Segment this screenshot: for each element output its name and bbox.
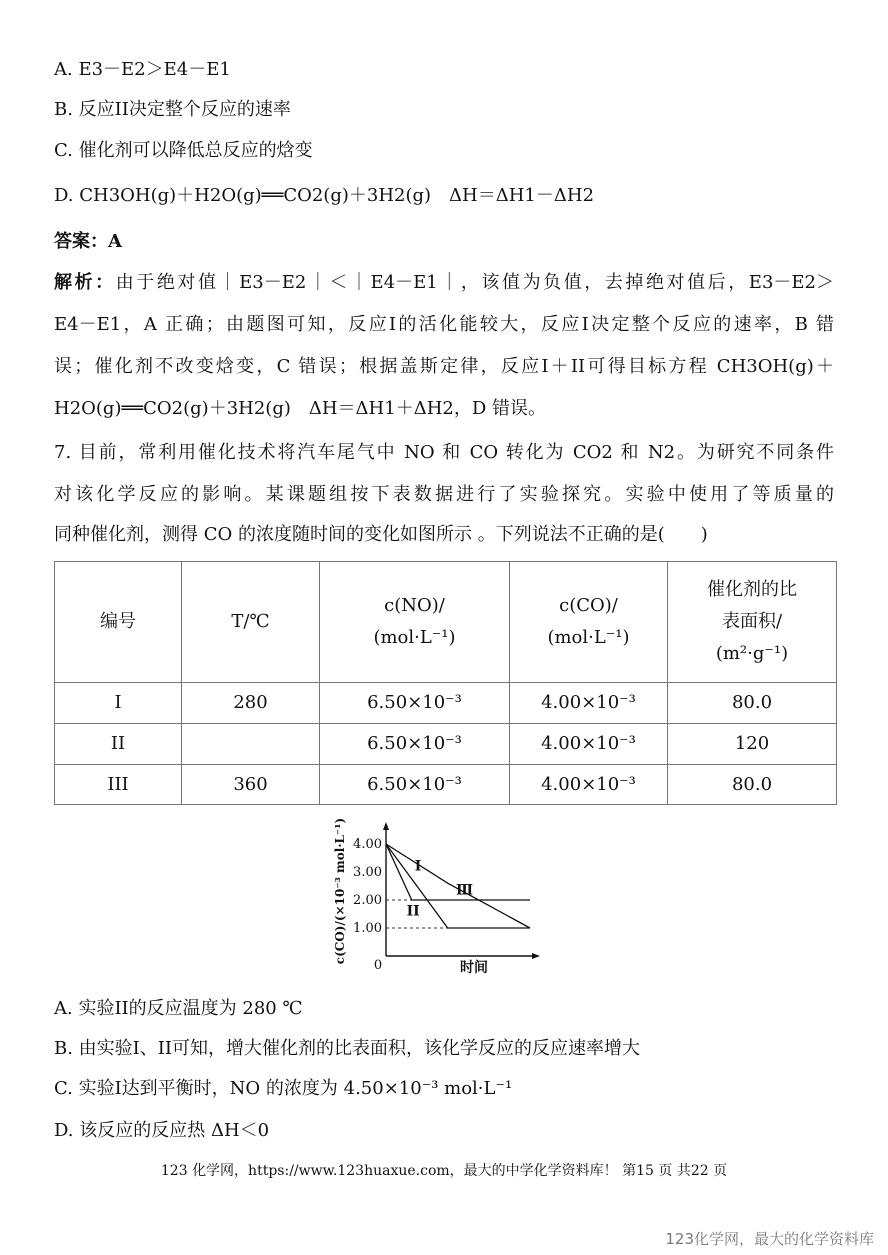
option-prev-c: C. 催化剂可以降低总反应的焓变 <box>54 140 313 161</box>
y-tick-label: 3.00 <box>353 865 382 880</box>
y-tick-label: 2.00 <box>353 893 382 908</box>
analysis-label: 解析： <box>54 272 116 293</box>
table-row <box>55 683 837 724</box>
analysis-line-1 <box>54 270 834 296</box>
question-line-3: 同种催化剂，测得 CO 的浓度随时间的变化如图所示 。下列说法不正确的是( ) <box>54 524 708 545</box>
analysis-line-2: E4－E1，A 正确；由题图可知，反应I的活化能较大，反应I决定整个反应的速率，B 错 <box>54 314 834 335</box>
x-axis-arrow <box>532 953 540 959</box>
table-header-temp: T/℃ <box>182 562 320 683</box>
analysis-line-4: H2O(g)══CO2(g)＋3H2(g) ΔH＝ΔH1＋ΔH2，D 错误。 <box>54 398 547 419</box>
y-axis-label: c(CO)/(×10⁻³ mol·L⁻¹) <box>333 817 347 965</box>
x-axis-label: 时间 <box>460 960 488 976</box>
page-footer: 123 化学网，https://www.123huaxue.com，最大的中学化学资料库！ 第15 页 共22 页 <box>160 1163 728 1179</box>
table-row <box>55 724 837 765</box>
table-cell: 360 <box>182 765 320 805</box>
option-d: D. 该反应的反应热 ΔH＜0 <box>54 1120 270 1141</box>
table-header-co: c(CO)/ (mol·L⁻¹) <box>510 562 668 683</box>
option-prev-a: A. E3－E2＞E4－E1 <box>54 59 231 80</box>
experiment-table <box>54 561 837 805</box>
series-label-I: I <box>414 858 422 875</box>
answer-label: 答案： <box>54 231 108 252</box>
table-cell: I <box>55 683 182 724</box>
option-a: A. 实验II的反应温度为 280 ℃ <box>54 998 303 1019</box>
table-cell: III <box>55 765 182 805</box>
table-cell: 6.50×10⁻³ <box>320 765 510 805</box>
watermark: 123化学网，最大的化学资料库 <box>665 1230 874 1248</box>
table-cell: 6.50×10⁻³ <box>320 683 510 724</box>
option-b: B. 由实验I、II可知，增大催化剂的比表面积，该化学反应的反应速率增大 <box>54 1038 640 1059</box>
table-header-area: 催化剂的比 表面积/ (m²·g⁻¹) <box>668 562 837 683</box>
option-prev-b: B. 反应II决定整个反应的速率 <box>54 99 291 120</box>
table-header-no: c(NO)/ (mol·L⁻¹) <box>320 562 510 683</box>
analysis-line-3: 误；催化剂不改变焓变，C 错误；根据盖斯定律，反应I＋II可得目标方程 CH3OH(g)＋ <box>54 356 834 377</box>
table-cell: II <box>55 724 182 765</box>
table-cell: 4.00×10⁻³ <box>510 683 668 724</box>
answer-line <box>54 229 122 255</box>
co-concentration-chart <box>322 806 552 986</box>
series-label-III: Ⅲ <box>455 882 474 899</box>
table-cell: 120 <box>668 724 837 765</box>
origin-label: 0 <box>373 958 383 973</box>
table-cell: 4.00×10⁻³ <box>510 765 668 805</box>
table-row <box>55 765 837 805</box>
y-tick-label: 4.00 <box>353 837 382 852</box>
table-cell: 80.0 <box>668 683 837 724</box>
table-header-id: 编号 <box>55 562 182 683</box>
series-label-II: II <box>406 903 420 920</box>
answer-value: A <box>108 231 122 252</box>
question-line-2: 对该化学反应的影响。某课题组按下表数据进行了实验探究。实验中使用了等质量的 <box>54 484 834 505</box>
table-cell: 4.00×10⁻³ <box>510 724 668 765</box>
option-c: C. 实验I达到平衡时，NO 的浓度为 4.50×10⁻³ mol·L⁻¹ <box>54 1078 513 1099</box>
y-axis-arrow <box>383 822 389 830</box>
question-line-1: 7. 目前，常利用催化技术将汽车尾气中 NO 和 CO 转化为 CO2 和 N2。为研究不同条件 <box>54 442 834 463</box>
table-cell: 280 <box>182 683 320 724</box>
analysis-text-1: 由于绝对值｜E3－E2｜＜｜E4－E1｜，该值为负值，去掉绝对值后，E3－E2＞ <box>115 272 834 293</box>
table-cell <box>182 724 320 765</box>
option-prev-d: D. CH3OH(g)＋H2O(g)══CO2(g)＋3H2(g) ΔH＝ΔH1－ΔH2 <box>54 185 595 206</box>
table-cell: 6.50×10⁻³ <box>320 724 510 765</box>
table-cell: 80.0 <box>668 765 837 805</box>
y-tick-label: 1.00 <box>353 921 382 936</box>
